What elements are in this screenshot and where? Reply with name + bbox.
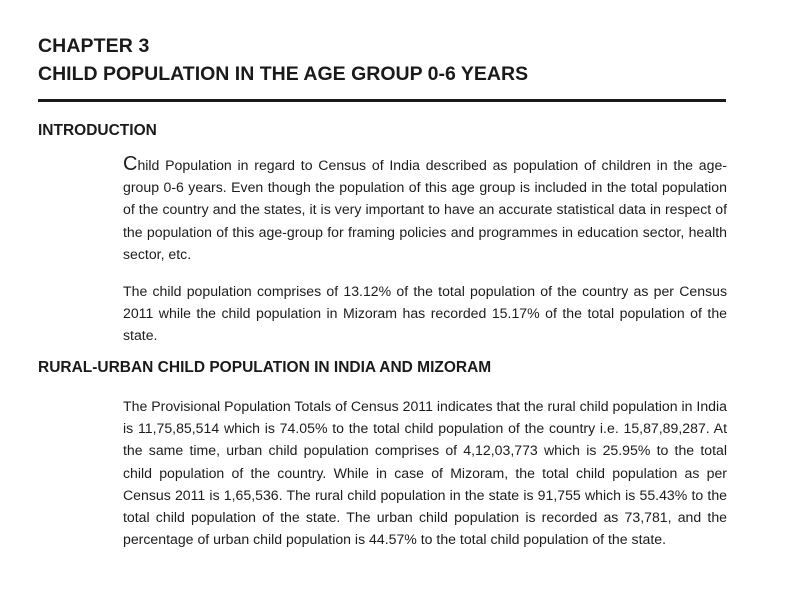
chapter-title: CHILD POPULATION IN THE AGE GROUP 0-6 YEARS <box>38 63 529 85</box>
rural-urban-paragraph-1: The Provisional Population Totals of Census 2011 indicates that the rural child population in India is 11,75,85,514 which is 74.05% to the total child population of the country i.e. 15,87,89,287. At the same time, urban child population comprises of 4,12,03,773 which is 25.95% to the total child population of the country. While in case of Mizoram, the total child population as per Census 2011 is 1,65,536. The rural child population in the state is 91,755 which is 55.43% to the total child population of the state. The urban child population is recorded as 73,781, and the percentage of urban child population is 44.57% to the total child population of the state. <box>123 398 727 548</box>
title-divider <box>38 99 726 102</box>
intro-paragraph-1 <box>123 154 727 265</box>
chapter-number: CHAPTER 3 <box>38 35 150 57</box>
intro-paragraph-2: The child population comprises of 13.12% of the total population of the country as per Census 2011 while the child population in Mizoram has recorded 15.17% of the total population of the state. <box>123 283 727 344</box>
section-heading-rural-urban: RURAL-URBAN CHILD POPULATION IN INDIA AND MIZORAM <box>38 359 492 376</box>
intro-paragraph-1-text: hild Population in regard to Census of India described as population of children in the age-group 0-6 years. Even though the population of this age group is included in the total population of the country and the states, it is very important to have an accurate statistical data in respect of the population of this age-group for framing policies and programmes in education sector, health sector, etc. <box>123 157 727 262</box>
section-heading-introduction: INTRODUCTION <box>38 122 157 139</box>
paragraph-initial-letter: C <box>123 153 138 175</box>
